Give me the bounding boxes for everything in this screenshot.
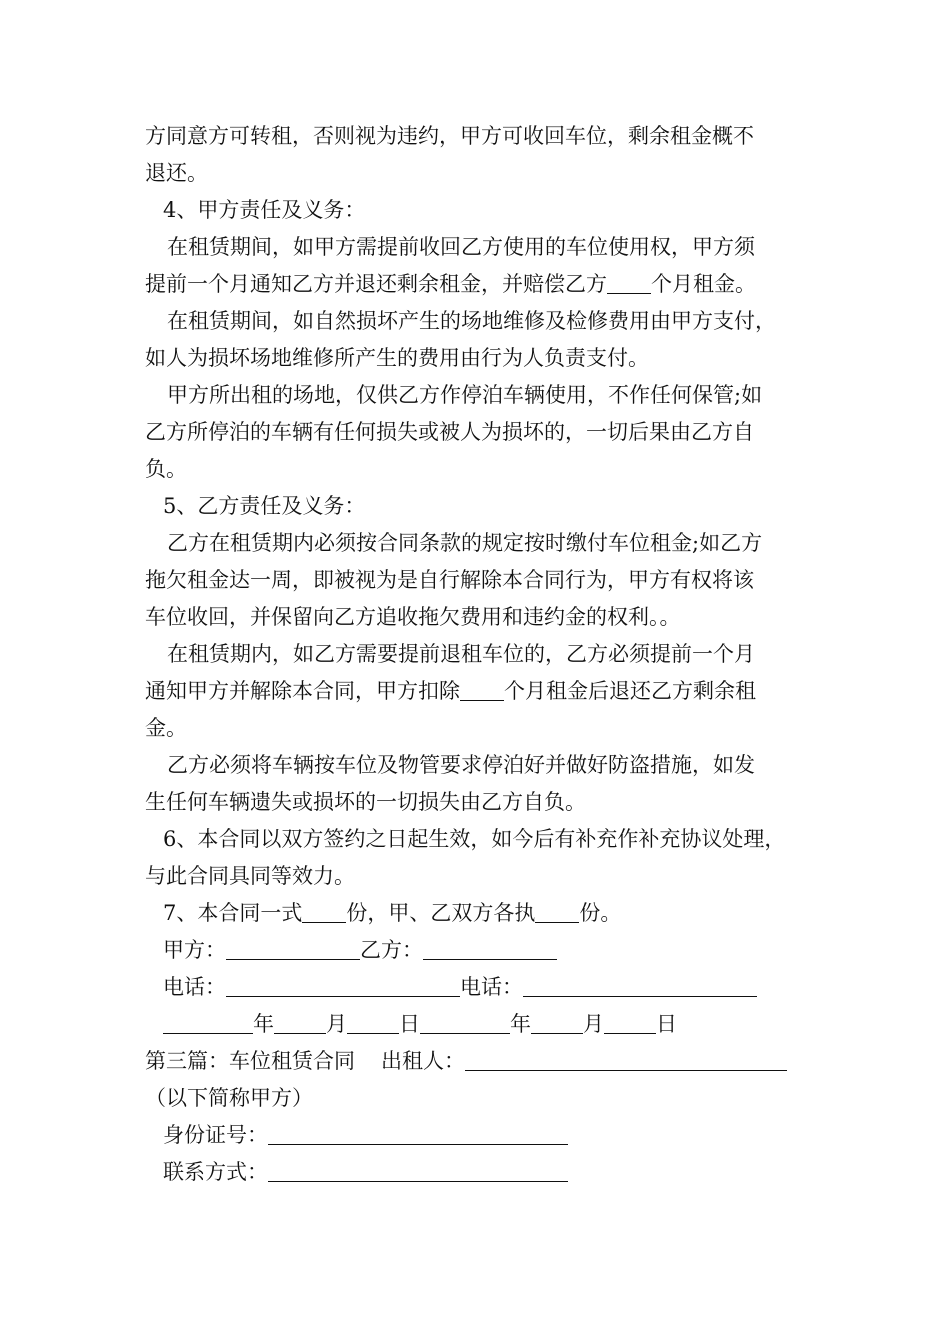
signature-phone-line [145, 969, 825, 1006]
id-number-label: 身份证号： [163, 1123, 268, 1147]
paragraph-line: 方同意方可转租，否则视为违约，甲方可收回车位，剩余租金概不 [145, 124, 754, 148]
day-label: 日 [399, 1012, 420, 1036]
copies-line [145, 895, 825, 932]
signature-parties-line [145, 932, 825, 969]
part-three-heading-line [145, 1043, 825, 1080]
text-run: 份。 [579, 901, 622, 925]
year-label: 年 [253, 1012, 274, 1036]
signature-date-line [145, 1006, 825, 1043]
contact-blank[interactable] [268, 1159, 568, 1182]
section-heading-5: 5、乙方责任及义务： [163, 494, 366, 518]
day-a-blank[interactable] [347, 1011, 399, 1034]
text-run: 通知甲方并解除本合同，甲方扣除 [145, 679, 460, 703]
contact-line [145, 1154, 825, 1191]
month-a-blank[interactable] [274, 1011, 326, 1034]
paragraph-line: 退还。 [145, 161, 208, 185]
fill-in-blank[interactable] [460, 678, 504, 701]
phone-a-label: 电话： [163, 975, 226, 999]
abbreviation-note: （以下简称甲方） [145, 1086, 313, 1110]
party-a-blank[interactable] [226, 937, 360, 960]
party-b-label: 乙方： [360, 938, 423, 962]
party-a-label: 甲方： [163, 938, 226, 962]
document-body [145, 118, 825, 1191]
text-run: 提前一个月通知乙方并退还剩余租金，并赔偿乙方 [145, 272, 607, 296]
paragraph-line: 车位收回，并保留向乙方追收拖欠费用和违约金的权利。。 [145, 605, 681, 629]
paragraph-line [145, 673, 825, 710]
text-run: 7、本合同一式 [163, 901, 303, 925]
id-number-line [145, 1117, 825, 1154]
phone-b-blank[interactable] [523, 974, 757, 997]
lessor-blank[interactable] [465, 1048, 787, 1071]
part-three-title: 第三篇：车位租赁合同 [145, 1049, 355, 1073]
paragraph-line: 6、本合同以双方签约之日起生效，如今后有补充作补充协议处理， [163, 827, 786, 851]
year-a-blank[interactable] [163, 1011, 253, 1034]
paragraph-line: 甲方所出租的场地，仅供乙方作停泊车辆使用，不作任何保管;如 [167, 383, 763, 407]
paragraph-line: 金。 [145, 716, 187, 740]
year-b-blank[interactable] [420, 1011, 510, 1034]
text-run: 个月租金。 [651, 272, 756, 296]
party-b-blank[interactable] [423, 937, 557, 960]
fill-in-blank[interactable] [607, 271, 651, 294]
copies-total-blank[interactable] [302, 900, 346, 923]
paragraph-line: 如人为损坏场地维修所产生的费用由行为人负责支付。 [145, 346, 649, 370]
month-label: 月 [326, 1012, 347, 1036]
phone-a-blank[interactable] [226, 974, 460, 997]
paragraph-line: 在租赁期内，如乙方需要提前退租车位的，乙方必须提前一个月 [167, 642, 755, 666]
day-label: 日 [656, 1012, 677, 1036]
paragraph-line: 拖欠租金达一周，即被视为是自行解除本合同行为，甲方有权将该 [145, 568, 754, 592]
copies-each-blank[interactable] [535, 900, 579, 923]
paragraph-line: 乙方必须将车辆按车位及物管要求停泊好并做好防盗措施，如发 [167, 753, 755, 777]
paragraph-line: 乙方在租赁期内必须按合同条款的规定按时缴付车位租金;如乙方 [167, 531, 763, 555]
paragraph-line: 生任何车辆遗失或损坏的一切损失由乙方自负。 [145, 790, 586, 814]
text-run: 个月租金后退还乙方剩余租 [504, 679, 756, 703]
contact-label: 联系方式： [163, 1160, 268, 1184]
paragraph-line: 在租赁期间，如甲方需提前收回乙方使用的车位使用权，甲方须 [167, 235, 755, 259]
paragraph-line: 与此合同具同等效力。 [145, 864, 355, 888]
phone-b-label: 电话： [460, 975, 523, 999]
paragraph-line: 负。 [145, 457, 187, 481]
day-b-blank[interactable] [604, 1011, 656, 1034]
text-run: 份，甲、乙双方各执 [346, 901, 536, 925]
year-label: 年 [510, 1012, 531, 1036]
paragraph-line: 在租赁期间，如自然损坏产生的场地维修及检修费用由甲方支付， [167, 309, 776, 333]
id-number-blank[interactable] [268, 1122, 568, 1145]
paragraph-line [145, 266, 825, 303]
lessor-label: 出租人： [381, 1049, 465, 1073]
month-b-blank[interactable] [531, 1011, 583, 1034]
month-label: 月 [583, 1012, 604, 1036]
section-heading-4: 4、甲方责任及义务： [163, 198, 366, 222]
paragraph-line: 乙方所停泊的车辆有任何损失或被人为损坏的，一切后果由乙方自 [145, 420, 754, 444]
